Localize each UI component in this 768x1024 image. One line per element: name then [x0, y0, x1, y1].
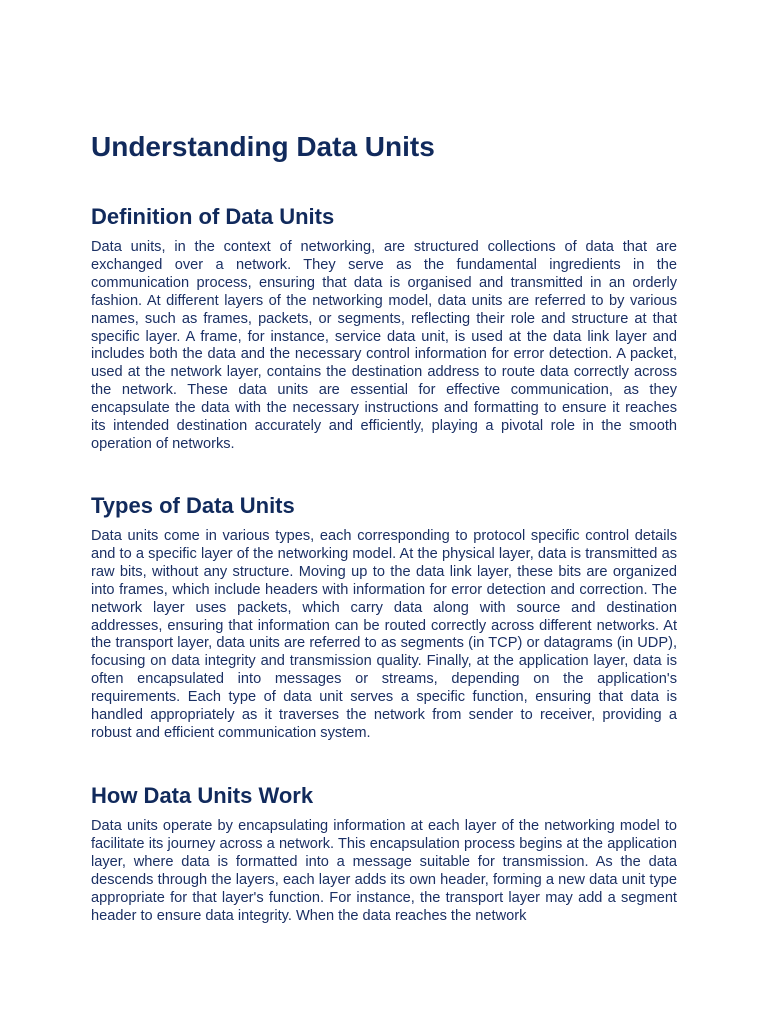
- section-paragraph: Data units come in various types, each corresponding to protocol specific control details and to a specific layer of the networking model. At the physical layer, data is transmitted as raw bits, without any structure. Moving up to the data link layer, these bits are organized into frames, which include headers with information for error detection and correction. The network layer uses packets, which carry data along with source and destination addresses, ensuring that information can be routed correctly across different networks. At the transport layer, data units are referred to as segments (in TCP) or datagrams (in UDP), focusing on data integrity and transmission quality. Finally, at the application layer, data is often encapsulated into messages or streams, depending on the application's requirements. Each type of data unit serves a specific function, ensuring that data is handled appropriately as it traverses the network from sender to receiver, providing a robust and efficient communication system.: [91, 528, 677, 741]
- section-heading: Definition of Data Units: [91, 204, 335, 229]
- section-paragraph: Data units operate by encapsulating information at each layer of the networking model to facilitate its journey across a network. This encapsulation process begins at the application layer, where data is formatted into a message suitable for transmission. As the data descends through the layers, each layer adds its own header, forming a new data unit type appropriate for that layer's function. For instance, the transport layer may add a segment header to ensure data integrity. When the data reaches the network: [91, 818, 677, 924]
- page-title: Understanding Data Units: [91, 131, 435, 162]
- section-types: [91, 493, 677, 743]
- section-heading: Types of Data Units: [91, 493, 295, 518]
- section-definition: [91, 204, 677, 454]
- section-paragraph: Data units, in the context of networking, are structured collections of data that are exchanged over a network. They serve as the fundamental ingredients in the communication process, ensuring that data is organised and transmitted in an orderly fashion. At different layers of the networking model, data units are referred to by various names, such as frames, packets, or segments, reflecting their role and structure at that specific layer. A frame, for instance, service data unit, is used at the data link layer and includes both the data and the necessary control information for error detection. A packet, used at the network layer, contains the destination address to route data correctly across the network. These data units are essential for effective communication, as they encapsulate the data with the necessary instructions and formatting to ensure it reaches its intended destination accurately and efficiently, playing a pivotal role in the smooth operation of networks.: [91, 239, 677, 452]
- section-heading: How Data Units Work: [91, 783, 314, 808]
- section-how-it-works: [91, 783, 677, 961]
